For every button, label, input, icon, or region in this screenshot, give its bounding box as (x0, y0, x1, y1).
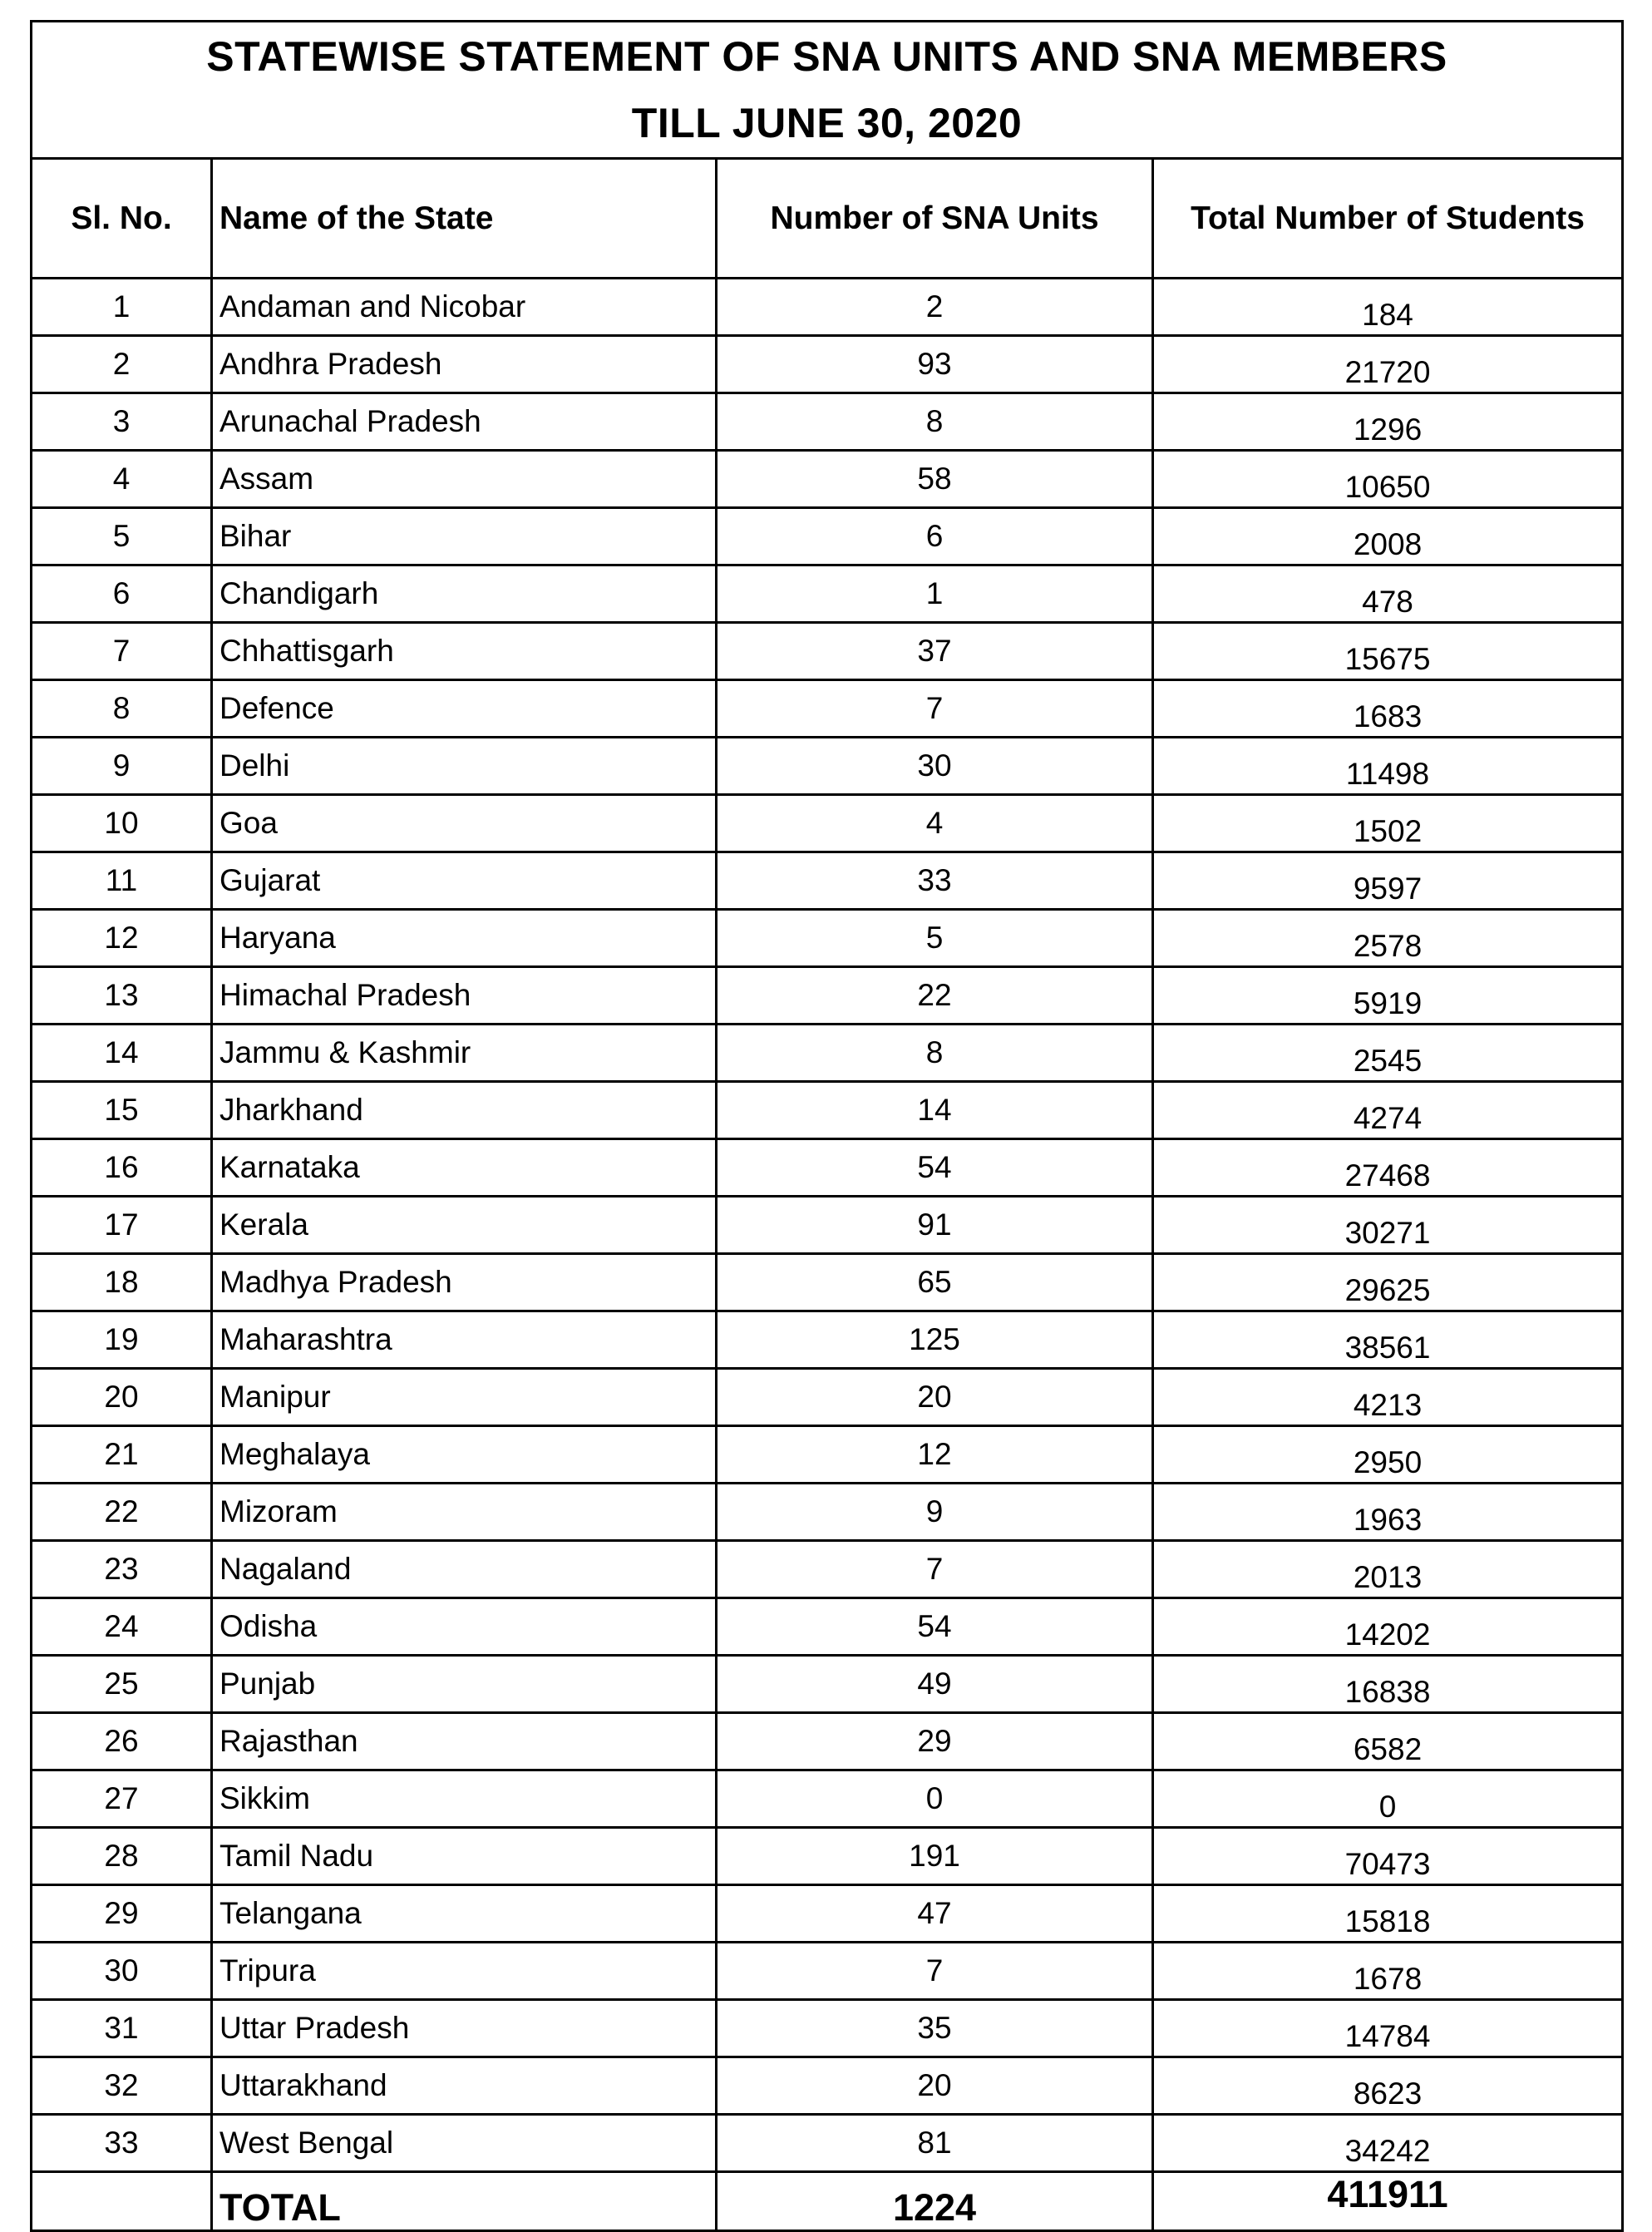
title-row (32, 22, 1623, 159)
header-row (32, 159, 1623, 279)
cell-total-students: 15818 (1153, 1885, 1623, 1943)
cell-sl-no: 2 (32, 336, 212, 393)
table-row (32, 1484, 1623, 1541)
cell-sna-units: 7 (717, 1541, 1153, 1598)
table-row (32, 2057, 1623, 2115)
cell-total-students: 9597 (1153, 852, 1623, 910)
table-row (32, 279, 1623, 336)
table-row (32, 1025, 1623, 1082)
cell-state-name: Goa (212, 795, 717, 852)
cell-total-students: 1678 (1153, 1943, 1623, 2000)
table-row (32, 393, 1623, 451)
cell-total-students: 2545 (1153, 1025, 1623, 1082)
cell-sna-units: 58 (717, 451, 1153, 508)
cell-sna-units: 7 (717, 1943, 1153, 2000)
cell-total-students: 4213 (1153, 1369, 1623, 1426)
cell-state-name: Uttar Pradesh (212, 2000, 717, 2057)
sna-statement-table (30, 20, 1624, 2232)
cell-state-name: Himachal Pradesh (212, 967, 717, 1025)
cell-total-students: 16838 (1153, 1656, 1623, 1713)
cell-sna-units: 30 (717, 738, 1153, 795)
cell-sna-units: 49 (717, 1656, 1153, 1713)
cell-state-name: Rajasthan (212, 1713, 717, 1770)
title-line-1: STATEWISE STATEMENT OF SNA UNITS AND SNA MEMBERS (206, 33, 1447, 80)
cell-state-name: Chandigarh (212, 565, 717, 623)
cell-sna-units: 4 (717, 795, 1153, 852)
cell-total-students: 29625 (1153, 1254, 1623, 1311)
table-row (32, 1541, 1623, 1598)
cell-sna-units: 8 (717, 393, 1153, 451)
cell-sl-no: 18 (32, 1254, 212, 1311)
cell-sna-units: 20 (717, 2057, 1153, 2115)
cell-total-students: 15675 (1153, 623, 1623, 680)
cell-state-name: Jharkhand (212, 1082, 717, 1139)
table-row (32, 1770, 1623, 1828)
table-row (32, 1828, 1623, 1885)
cell-sna-units: 0 (717, 1770, 1153, 1828)
cell-state-name: Chhattisgarh (212, 623, 717, 680)
cell-state-name: Arunachal Pradesh (212, 393, 717, 451)
cell-sl-no: 11 (32, 852, 212, 910)
cell-state-name: Assam (212, 451, 717, 508)
cell-state-name: Odisha (212, 1598, 717, 1656)
cell-sl-no: 3 (32, 393, 212, 451)
cell-sl-no: 31 (32, 2000, 212, 2057)
cell-sl-no: 27 (32, 1770, 212, 1828)
table-row (32, 680, 1623, 738)
cell-total-students: 5919 (1153, 967, 1623, 1025)
table-row (32, 1311, 1623, 1369)
table-row (32, 1197, 1623, 1254)
cell-state-name: Kerala (212, 1197, 717, 1254)
cell-sl-no: 33 (32, 2115, 212, 2172)
cell-total-students: 184 (1153, 279, 1623, 336)
table-row (32, 1885, 1623, 1943)
cell-sna-units: 6 (717, 508, 1153, 565)
cell-total-students: 1683 (1153, 680, 1623, 738)
cell-sna-units: 9 (717, 1484, 1153, 1541)
cell-total-students: 34242 (1153, 2115, 1623, 2172)
cell-state-name: Madhya Pradesh (212, 1254, 717, 1311)
table-row (32, 2115, 1623, 2172)
table-row (32, 1598, 1623, 1656)
cell-sl-no: 22 (32, 1484, 212, 1541)
cell-state-name: Tripura (212, 1943, 717, 2000)
header-state: Name of the State (212, 159, 717, 279)
cell-sl-no: 13 (32, 967, 212, 1025)
cell-sna-units: 22 (717, 967, 1153, 1025)
total-label: TOTAL (212, 2172, 717, 2231)
cell-sl-no: 17 (32, 1197, 212, 1254)
cell-sl-no: 8 (32, 680, 212, 738)
cell-total-students: 21720 (1153, 336, 1623, 393)
cell-total-students: 0 (1153, 1770, 1623, 1828)
cell-total-students: 2578 (1153, 910, 1623, 967)
cell-sna-units: 14 (717, 1082, 1153, 1139)
total-sl-empty (32, 2172, 212, 2231)
cell-state-name: Haryana (212, 910, 717, 967)
cell-sna-units: 20 (717, 1369, 1153, 1426)
cell-state-name: Nagaland (212, 1541, 717, 1598)
cell-sna-units: 12 (717, 1426, 1153, 1484)
cell-sna-units: 65 (717, 1254, 1153, 1311)
cell-total-students: 14784 (1153, 2000, 1623, 2057)
cell-state-name: Andhra Pradesh (212, 336, 717, 393)
cell-total-students: 8623 (1153, 2057, 1623, 2115)
cell-sna-units: 8 (717, 1025, 1153, 1082)
table-row (32, 967, 1623, 1025)
table-row (32, 1426, 1623, 1484)
cell-sl-no: 28 (32, 1828, 212, 1885)
cell-sl-no: 29 (32, 1885, 212, 1943)
cell-sna-units: 2 (717, 279, 1153, 336)
cell-state-name: Sikkim (212, 1770, 717, 1828)
table-row (32, 1369, 1623, 1426)
cell-state-name: Delhi (212, 738, 717, 795)
cell-state-name: West Bengal (212, 2115, 717, 2172)
cell-sl-no: 6 (32, 565, 212, 623)
table-row (32, 1713, 1623, 1770)
table-row (32, 565, 1623, 623)
cell-total-students: 2013 (1153, 1541, 1623, 1598)
cell-sna-units: 125 (717, 1311, 1153, 1369)
cell-sna-units: 35 (717, 2000, 1153, 2057)
cell-sna-units: 91 (717, 1197, 1153, 1254)
cell-sl-no: 12 (32, 910, 212, 967)
cell-state-name: Jammu & Kashmir (212, 1025, 717, 1082)
cell-state-name: Uttarakhand (212, 2057, 717, 2115)
cell-state-name: Telangana (212, 1885, 717, 1943)
cell-sl-no: 7 (32, 623, 212, 680)
cell-sl-no: 26 (32, 1713, 212, 1770)
cell-sna-units: 54 (717, 1139, 1153, 1197)
cell-total-students: 27468 (1153, 1139, 1623, 1197)
table-row (32, 2000, 1623, 2057)
cell-state-name: Manipur (212, 1369, 717, 1426)
cell-sl-no: 14 (32, 1025, 212, 1082)
cell-sl-no: 15 (32, 1082, 212, 1139)
cell-state-name: Tamil Nadu (212, 1828, 717, 1885)
table-row (32, 336, 1623, 393)
cell-total-students: 2950 (1153, 1426, 1623, 1484)
cell-total-students: 70473 (1153, 1828, 1623, 1885)
cell-total-students: 6582 (1153, 1713, 1623, 1770)
table-row (32, 738, 1623, 795)
total-row (32, 2172, 1623, 2231)
cell-sl-no: 5 (32, 508, 212, 565)
header-sl-no: Sl. No. (32, 159, 212, 279)
cell-sl-no: 32 (32, 2057, 212, 2115)
cell-state-name: Karnataka (212, 1139, 717, 1197)
header-students: Total Number of Students (1153, 159, 1623, 279)
cell-sna-units: 1 (717, 565, 1153, 623)
cell-state-name: Gujarat (212, 852, 717, 910)
cell-sna-units: 7 (717, 680, 1153, 738)
table-row (32, 1254, 1623, 1311)
cell-sl-no: 25 (32, 1656, 212, 1713)
cell-state-name: Meghalaya (212, 1426, 717, 1484)
cell-total-students: 10650 (1153, 451, 1623, 508)
cell-sl-no: 30 (32, 1943, 212, 2000)
cell-sl-no: 24 (32, 1598, 212, 1656)
cell-total-students: 30271 (1153, 1197, 1623, 1254)
title-line-2: TILL JUNE 30, 2020 (631, 100, 1023, 146)
table-row (32, 910, 1623, 967)
cell-total-students: 14202 (1153, 1598, 1623, 1656)
header-units: Number of SNA Units (717, 159, 1153, 279)
table-row (32, 1943, 1623, 2000)
table-title (32, 22, 1623, 159)
table-row (32, 1082, 1623, 1139)
cell-sl-no: 4 (32, 451, 212, 508)
cell-state-name: Defence (212, 680, 717, 738)
cell-total-students: 478 (1153, 565, 1623, 623)
table-row (32, 508, 1623, 565)
table-row (32, 852, 1623, 910)
cell-state-name: Mizoram (212, 1484, 717, 1541)
cell-sl-no: 16 (32, 1139, 212, 1197)
table-row (32, 451, 1623, 508)
cell-sna-units: 5 (717, 910, 1153, 967)
cell-total-students: 1502 (1153, 795, 1623, 852)
cell-state-name: Punjab (212, 1656, 717, 1713)
cell-total-students: 1296 (1153, 393, 1623, 451)
cell-sna-units: 54 (717, 1598, 1153, 1656)
total-sna-units: 1224 (717, 2172, 1153, 2231)
cell-total-students: 11498 (1153, 738, 1623, 795)
cell-sna-units: 191 (717, 1828, 1153, 1885)
cell-total-students: 4274 (1153, 1082, 1623, 1139)
cell-state-name: Andaman and Nicobar (212, 279, 717, 336)
cell-sna-units: 33 (717, 852, 1153, 910)
cell-sl-no: 20 (32, 1369, 212, 1426)
cell-sl-no: 1 (32, 279, 212, 336)
cell-sl-no: 10 (32, 795, 212, 852)
table-row (32, 1656, 1623, 1713)
cell-state-name: Maharashtra (212, 1311, 717, 1369)
cell-sna-units: 47 (717, 1885, 1153, 1943)
cell-sl-no: 23 (32, 1541, 212, 1598)
total-students: 411911 (1153, 2172, 1623, 2231)
cell-sna-units: 37 (717, 623, 1153, 680)
cell-total-students: 1963 (1153, 1484, 1623, 1541)
table-row (32, 795, 1623, 852)
cell-sna-units: 93 (717, 336, 1153, 393)
cell-sl-no: 21 (32, 1426, 212, 1484)
cell-state-name: Bihar (212, 508, 717, 565)
table-row (32, 1139, 1623, 1197)
cell-total-students: 2008 (1153, 508, 1623, 565)
cell-total-students: 38561 (1153, 1311, 1623, 1369)
cell-sl-no: 9 (32, 738, 212, 795)
cell-sna-units: 81 (717, 2115, 1153, 2172)
table-row (32, 623, 1623, 680)
cell-sl-no: 19 (32, 1311, 212, 1369)
cell-sna-units: 29 (717, 1713, 1153, 1770)
